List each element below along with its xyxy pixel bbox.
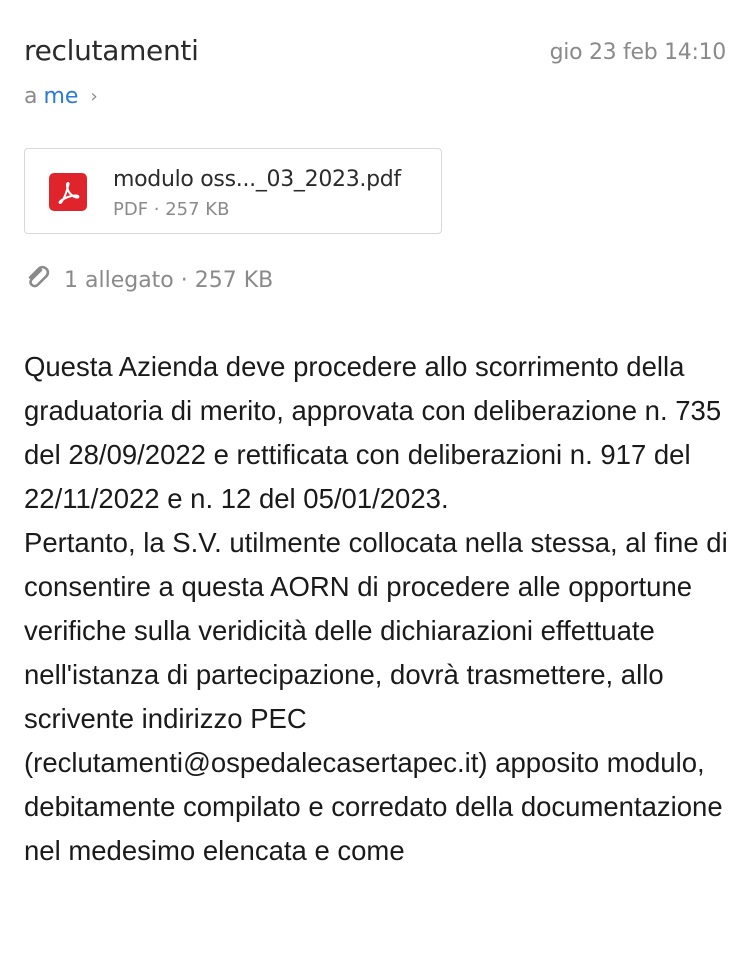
body-paragraph: Pertanto, la S.V. utilmente collocata nella stessa, al fine di consentire a questa AORN di procedere alle opportune verifiche sulla veridicità delle dichiarazioni effettuate nell'istanza di partecipazione, dovrà trasmettere, allo scrivente indirizzo PEC (reclutamenti@ospedalecasertapec.it) apposito modulo, debitamente compilato e corredato della documentazione nel medesimo elencata e come <box>24 527 728 866</box>
attachment-file-meta: PDF · 257 KB <box>113 199 230 220</box>
attachment-summary <box>24 264 273 296</box>
recipient-me[interactable]: me <box>43 84 79 109</box>
message-header <box>24 34 726 78</box>
chevron-right-icon: › <box>90 86 98 107</box>
attachment-card[interactable] <box>24 148 442 234</box>
recipients-prefix: a <box>24 84 38 109</box>
pdf-icon <box>49 173 87 211</box>
body-paragraph: Questa Azienda deve procedere allo scorrimento della graduatoria di merito, approvata con deliberazione n. 735 del 28/09/2022 e rettificata con deliberazioni n. 917 del 22/11/2022 e n. 12 del 05/01/2023. <box>24 351 722 514</box>
sender-name[interactable]: reclutamenti <box>24 34 199 67</box>
paperclip-icon <box>24 264 64 296</box>
recipients-toggle[interactable] <box>24 84 98 109</box>
message-date: gio 23 feb 14:10 <box>549 40 726 65</box>
message-body <box>24 345 729 873</box>
attachment-file-name: modulo oss..._03_2023.pdf <box>113 167 401 192</box>
attachment-summary-text: 1 allegato · 257 KB <box>64 267 274 293</box>
